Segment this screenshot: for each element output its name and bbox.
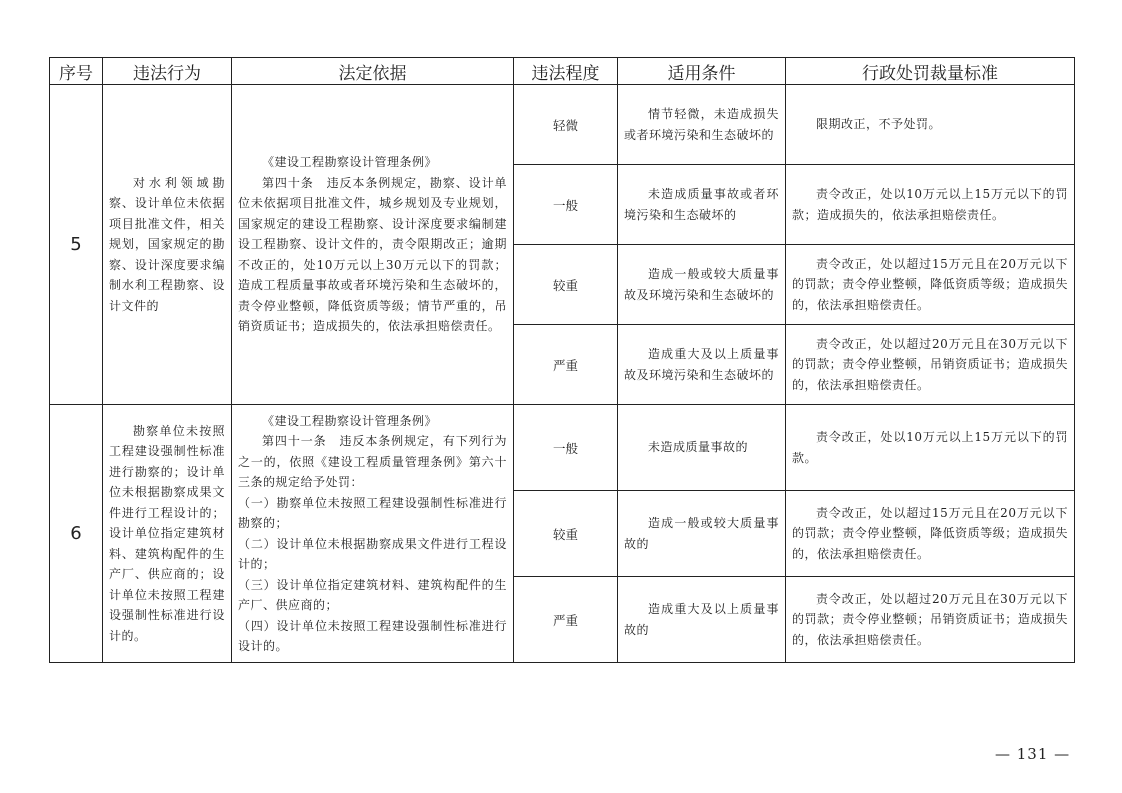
- level-degree: 一般: [514, 405, 618, 491]
- header-degree: 违法程度: [514, 58, 618, 85]
- level-standard: 责令改正，处以超过20万元且在30万元以下的罚款；责令停业整顿，吊销资质证书；造成损失的，依法承担赔偿责任。: [786, 325, 1075, 405]
- level-standard: 责令改正，处以超过20万元且在30万元以下的罚款；责令停业整顿；吊销资质证书；造成损失的，依法承担赔偿责任。: [786, 577, 1075, 663]
- basis-title: 《建设工程勘察设计管理条例》: [262, 413, 438, 428]
- level-degree: 轻微: [514, 85, 618, 165]
- table-row: [50, 405, 1075, 491]
- level-condition: 造成重大及以上质量事故的: [618, 577, 786, 663]
- basis-item: （二）设计单位未根据勘察成果文件进行工程设计的；: [238, 536, 507, 571]
- level-degree: 一般: [514, 165, 618, 245]
- basis-text: 第四十条 违反本条例规定，勘察、设计单位未依据项目批准文件，城乡规划及专业规划，国家规定的建设工程勘察、设计深度要求编制建设工程勘察、设计文件的，责令限期改正；逾期不改正的，处10万元以上30万元以下的罚款；造成工程质量事故或者环境污染和生态破坏的，责令停业整顿，降低资质等级；情节严重的，吊销资质证书；造成损失的，依法承担赔偿责任。: [238, 175, 507, 334]
- entry-seq: 6: [50, 405, 103, 663]
- level-standard: 责令改正，处以超过15万元且在20万元以下的罚款；责令停业整顿，降低资质等级；造成损失的，依法承担赔偿责任。: [786, 245, 1075, 325]
- level-condition: 造成一般或较大质量事故及环境污染和生态破坏的: [618, 245, 786, 325]
- header-act: 违法行为: [103, 58, 232, 85]
- basis-intro: 第四十一条 违反本条例规定，有下列行为之一的，依照《建设工程质量管理条例》第六十三条的规定给予处罚：: [238, 434, 507, 489]
- level-degree: 严重: [514, 325, 618, 405]
- level-condition: 未造成质量事故的: [618, 405, 786, 491]
- entry-violation: 勘察单位未按照工程建设强制性标准进行勘察的；设计单位未根据勘察成果文件进行工程设计的；设计单位指定建筑材料、建筑构配件的生产厂、供应商的；设计单位未按照工程建设强制性标准进行设计的。: [103, 405, 232, 663]
- header-basis: 法定依据: [232, 58, 514, 85]
- level-standard: 责令改正，处以10万元以上15万元以下的罚款；造成损失的，依法承担赔偿责任。: [786, 165, 1075, 245]
- level-degree: 严重: [514, 577, 618, 663]
- level-standard: 责令改正，处以10万元以上15万元以下的罚款。: [786, 405, 1075, 491]
- level-standard: 限期改正，不予处罚。: [786, 85, 1075, 165]
- basis-item: （四）设计单位未按照工程建设强制性标准进行设计的。: [238, 618, 507, 653]
- header-seq: 序号: [50, 58, 103, 85]
- basis-title: 《建设工程勘察设计管理条例》: [262, 155, 438, 170]
- level-condition: 未造成质量事故或者环境污染和生态破坏的: [618, 165, 786, 245]
- level-degree: 较重: [514, 491, 618, 577]
- entry-seq: 5: [50, 85, 103, 405]
- entry-legal-basis: [232, 85, 514, 405]
- basis-item: （三）设计单位指定建筑材料、建筑构配件的生产厂、供应商的；: [238, 577, 507, 612]
- penalty-discretion-table: [49, 57, 1075, 663]
- entry-violation: 对水利领域勘察、设计单位未依据项目批准文件，相关规划，国家规定的勘察、设计深度要求编制水利工程勘察、设计文件的: [103, 85, 232, 405]
- level-condition: 造成重大及以上质量事故及环境污染和生态破坏的: [618, 325, 786, 405]
- level-standard: 责令改正，处以超过15万元且在20万元以下的罚款；责令停业整顿，降低资质等级；造成损失的，依法承担赔偿责任。: [786, 491, 1075, 577]
- level-degree: 较重: [514, 245, 618, 325]
- level-condition: 造成一般或较大质量事故的: [618, 491, 786, 577]
- table-row: [50, 85, 1075, 165]
- header-condition: 适用条件: [618, 58, 786, 85]
- page-number: — 131 —: [995, 745, 1071, 763]
- header-row: [50, 58, 1075, 85]
- header-standard: 行政处罚裁量标准: [786, 58, 1075, 85]
- level-condition: 情节轻微，未造成损失或者环境污染和生态破坏的: [618, 85, 786, 165]
- basis-item: （一）勘察单位未按照工程建设强制性标准进行勘察的；: [238, 495, 507, 530]
- entry-legal-basis: [232, 405, 514, 663]
